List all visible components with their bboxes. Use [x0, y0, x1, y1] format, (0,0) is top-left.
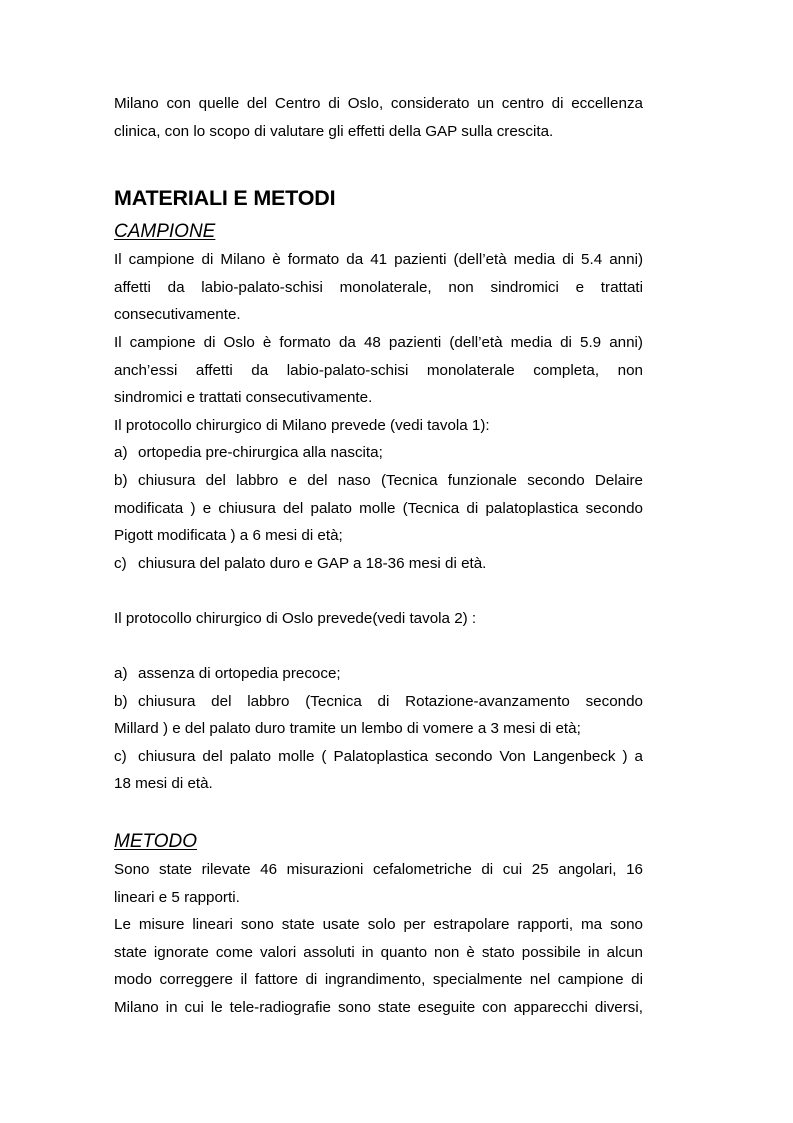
list-item	[114, 743, 643, 771]
list-item-continuation: Millard ) e del palato duro tramite un lembo di vomere a 3 mesi di età;	[114, 720, 581, 738]
campione-heading: CAMPIONE	[114, 221, 216, 243]
list-item	[114, 550, 643, 578]
document-page	[114, 90, 643, 1022]
section-title: MATERIALI E METODI	[114, 186, 336, 211]
milano-protocol-list	[114, 439, 643, 577]
list-item-text: chiusura del palato duro e GAP a 18-36 mesi di età.	[138, 554, 487, 572]
list-item-text: ortopedia pre-chirurgica alla nascita;	[138, 444, 383, 462]
list-item-text: chiusura del labbro (Tecnica di Rotazione-avanzamento secondo	[138, 692, 643, 710]
metodo-heading: METODO	[114, 831, 198, 853]
list-item-text: chiusura del labbro e del naso (Tecnica funzionale secondo Delaire	[138, 471, 643, 489]
text-line: Sono state rilevate 46 misurazioni cefalometriche di cui 25 angolari, 16	[114, 861, 643, 879]
list-item-label: c)	[114, 747, 127, 765]
list-item-continuation: 18 mesi di età.	[114, 775, 213, 793]
campione-milano-paragraph	[114, 246, 643, 329]
list-item-label: c)	[114, 554, 127, 572]
text-line: Le misure lineari sono state usate solo per estrapolare rapporti, ma sono	[114, 916, 643, 934]
text-line: consecutivamente.	[114, 306, 241, 324]
intro-line-1: Milano con quelle del Centro di Oslo, considerato un centro di eccellenza	[114, 95, 643, 112]
text-line: anch’essi affetti da labio-palato-schisi monolaterale completa, non	[114, 361, 643, 379]
list-item-label: b)	[114, 692, 128, 710]
text-line: sindromici e trattati consecutivamente.	[114, 389, 373, 407]
list-item	[114, 660, 643, 688]
list-item-label: b)	[114, 471, 128, 489]
text-line: Il campione di Milano è formato da 41 pazienti (dell’età media di 5.4 anni)	[114, 251, 643, 269]
list-item	[114, 688, 643, 716]
milano-protocol-intro: Il protocollo chirurgico di Milano prevede (vedi tavola 1):	[114, 416, 490, 434]
list-item-continuation: modificata ) e chiusura del palato molle (Tecnica di palatoplastica secondo	[114, 499, 643, 517]
oslo-protocol-list	[114, 660, 643, 798]
campione-oslo-paragraph	[114, 329, 643, 412]
list-item-label: a)	[114, 444, 128, 462]
list-item	[114, 439, 643, 467]
oslo-protocol-intro: Il protocollo chirurgico di Oslo prevede(vedi tavola 2) :	[114, 609, 477, 627]
metodo-paragraph-1	[114, 856, 643, 911]
intro-line-2: clinica, con lo scopo di valutare gli effetti della GAP sulla crescita.	[114, 122, 554, 140]
text-line: affetti da labio-palato-schisi monolaterale, non sindromici e trattati	[114, 278, 643, 296]
text-line: Il campione di Oslo è formato da 48 pazienti (dell’età media di 5.9 anni)	[114, 333, 643, 351]
list-item	[114, 467, 643, 495]
text-line: Milano in cui le tele-radiografie sono state eseguite con apparecchi diversi,	[114, 999, 643, 1017]
text-line: state ignorate come valori assoluti in quanto non è stato possibile in alcun	[114, 943, 643, 961]
text-line: modo correggere il fattore di ingrandimento, specialmente nel campione di	[114, 971, 643, 989]
text-line: lineari e 5 rapporti.	[114, 888, 240, 906]
list-item-label: a)	[114, 665, 128, 683]
list-item-text: chiusura del palato molle ( Palatoplastica secondo Von Langenbeck ) a	[138, 747, 643, 765]
list-item-continuation: Pigott modificata ) a 6 mesi di età;	[114, 527, 343, 545]
metodo-paragraph-2	[114, 911, 643, 1021]
list-item-text: assenza di ortopedia precoce;	[138, 665, 341, 683]
